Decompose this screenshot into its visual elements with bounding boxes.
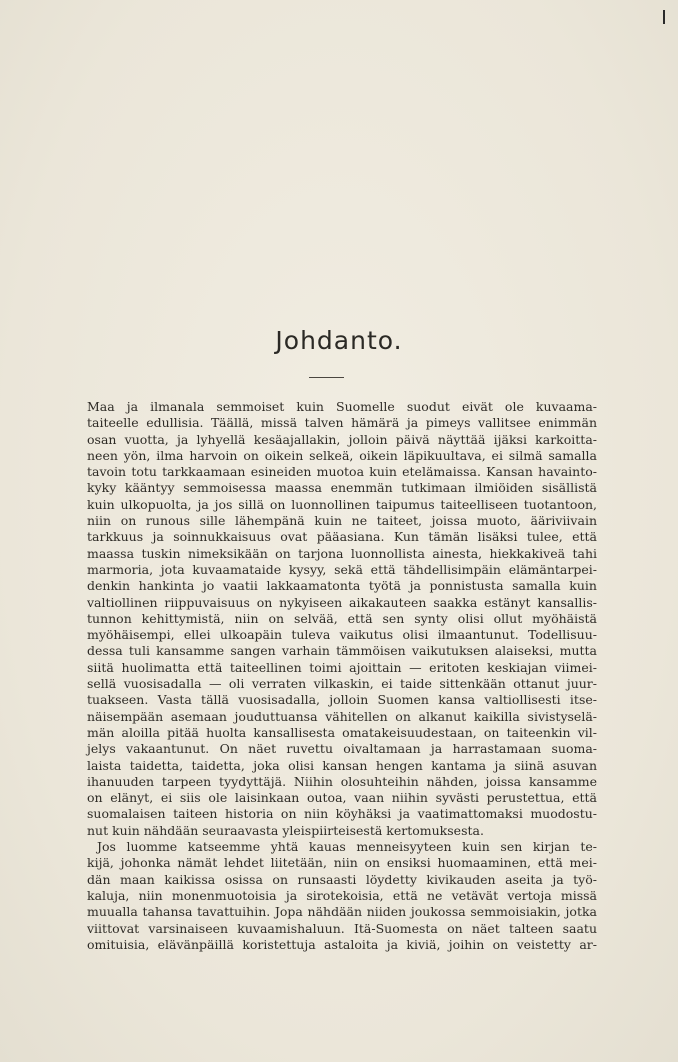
paragraph: [87, 399, 597, 839]
text-line: laista taidetta, taidetta, joka olisi kansan hengen kantama ja siinä asuvan: [87, 757, 597, 773]
text-line: muualla tahansa tavattuihin. Jopa nähdään niiden joukossa semmoisiakin, jotka: [87, 904, 597, 920]
text-line: valtiollinen riippuvaisuus on nykyiseen aikakauteen saakka estänyt kansallis-: [87, 594, 597, 610]
text-line: jelys vakaantunut. On näet ruvettu oivaltamaan ja harrastamaan suoma-: [87, 741, 597, 757]
page-edge-mark: [663, 10, 665, 24]
text-line: taiteelle edullisia. Täällä, missä talven hämärä ja pimeys vallitsee enimmän: [87, 415, 597, 431]
text-line: näisempään asemaan jouduttuansa vähitellen on alkanut kaikilla sivistyselä-: [87, 708, 597, 724]
text-line: neen yön, ilma harvoin on oikein selkeä, oikein läpikuultava, ei silmä samalla: [87, 447, 597, 463]
text-line: osan vuotta, ja lyhyellä kesäajallakin, jolloin päivä näyttää ijäksi karkoitta-: [87, 431, 597, 447]
text-line: kuin ulkopuolta, ja jos sillä on luonnollinen taipumus taiteelliseen tuotantoon,: [87, 496, 597, 512]
text-line: omituisia, elävänpäillä koristettuja astaloita ja kiviä, joihin on veistetty ar-: [87, 936, 597, 952]
text-line: niin on runous sille lähempänä kuin ne taiteet, joissa muoto, ääriviivain: [87, 513, 597, 529]
text-line: nut kuin nähdään seuraavasta yleispiirteisestä kertomuksesta.: [87, 822, 484, 838]
text-line: tarkkuus ja soinnukkaisuus ovat pääasiana. Kun tämän lisäksi tulee, että: [87, 529, 597, 545]
text-line: dän maan kaikissa osissa on runsaasti löydetty kivikauden aseita ja työ-: [87, 871, 597, 887]
text-line: tunnon kehittymistä, niin on selvää, että sen synty olisi ollut myöhäistä: [87, 610, 597, 626]
text-line: denkin hankinta jo vaatii lakkaamatonta työtä ja ponnistusta samalla kuin: [87, 578, 597, 594]
text-line: myöhäisempi, ellei ulkoapäin tuleva vaikutus olisi ilmaantunut. Todellisuu-: [87, 627, 597, 643]
paragraph: [87, 839, 597, 953]
chapter-title: Johdanto.: [275, 326, 403, 355]
text-line: maassa tuskin nimeksikään on tarjona luonnollista ainesta, hiekkakiveä tahi: [87, 545, 597, 561]
text-line: siitä huolimatta että taiteellinen toimi ajoittain — eritoten keskiajan viimei-: [87, 659, 597, 675]
text-line: tuakseen. Vasta tällä vuosisadalla, jolloin Suomen kansa valtiollisesti itse-: [87, 692, 597, 708]
text-line: sellä vuosisadalla — oli verraten vilkaskin, ei taide sittenkään ottanut juur-: [87, 676, 597, 692]
text-line: kijä, johonka nämät lehdet liitetään, niin on ensiksi huomaaminen, että mei-: [87, 855, 597, 871]
text-line: Maa ja ilmanala semmoiset kuin Suomelle suodut eivät ole kuvaama-: [87, 399, 597, 414]
text-line: on elänyt, ei siis ole laisinkaan outoa, vaan niihin syvästi perustettua, että: [87, 790, 597, 806]
text-line: män aloilla pitää huolta kansallisesta omatakeisuudestaan, on taiteenkin vil-: [87, 724, 597, 740]
text-line: viittovat varsinaiseen kuvaamishaluun. Itä-Suomesta on näet talteen saatu: [87, 920, 597, 936]
text-line: marmoria, jota kuvaamataide kysyy, sekä että tähdellisimpäin elämäntarpei-: [87, 561, 597, 577]
body-text: [87, 399, 597, 953]
text-line: tavoin totu tarkkaamaan esineiden muotoa kuin etelämaissa. Kansan havainto-: [87, 464, 597, 480]
text-line: suomalaisen taiteen historia on niin köyhäksi ja vaatimattomaksi muodostu-: [87, 806, 597, 822]
text-line: kaluja, niin monenmuotoisia ja sirotekoisia, että ne vetävät vertoja missä: [87, 887, 597, 903]
text-line: ihanuuden tarpeen tyydyttäjä. Niihin olosuhteihin nähden, joissa kansamme: [87, 773, 597, 789]
text-line: Jos luomme katseemme yhtä kauas menneisyyteen kuin sen kirjan te-: [97, 839, 597, 855]
text-line: kyky kääntyy semmoisessa maassa enemmän tutkimaan ilmiöiden sisällistä: [87, 480, 597, 496]
title-divider: [309, 377, 344, 378]
text-line: dessa tuli kansamme sangen varhain tämmöisen vaikutuksen alaiseksi, mutta: [87, 643, 597, 659]
